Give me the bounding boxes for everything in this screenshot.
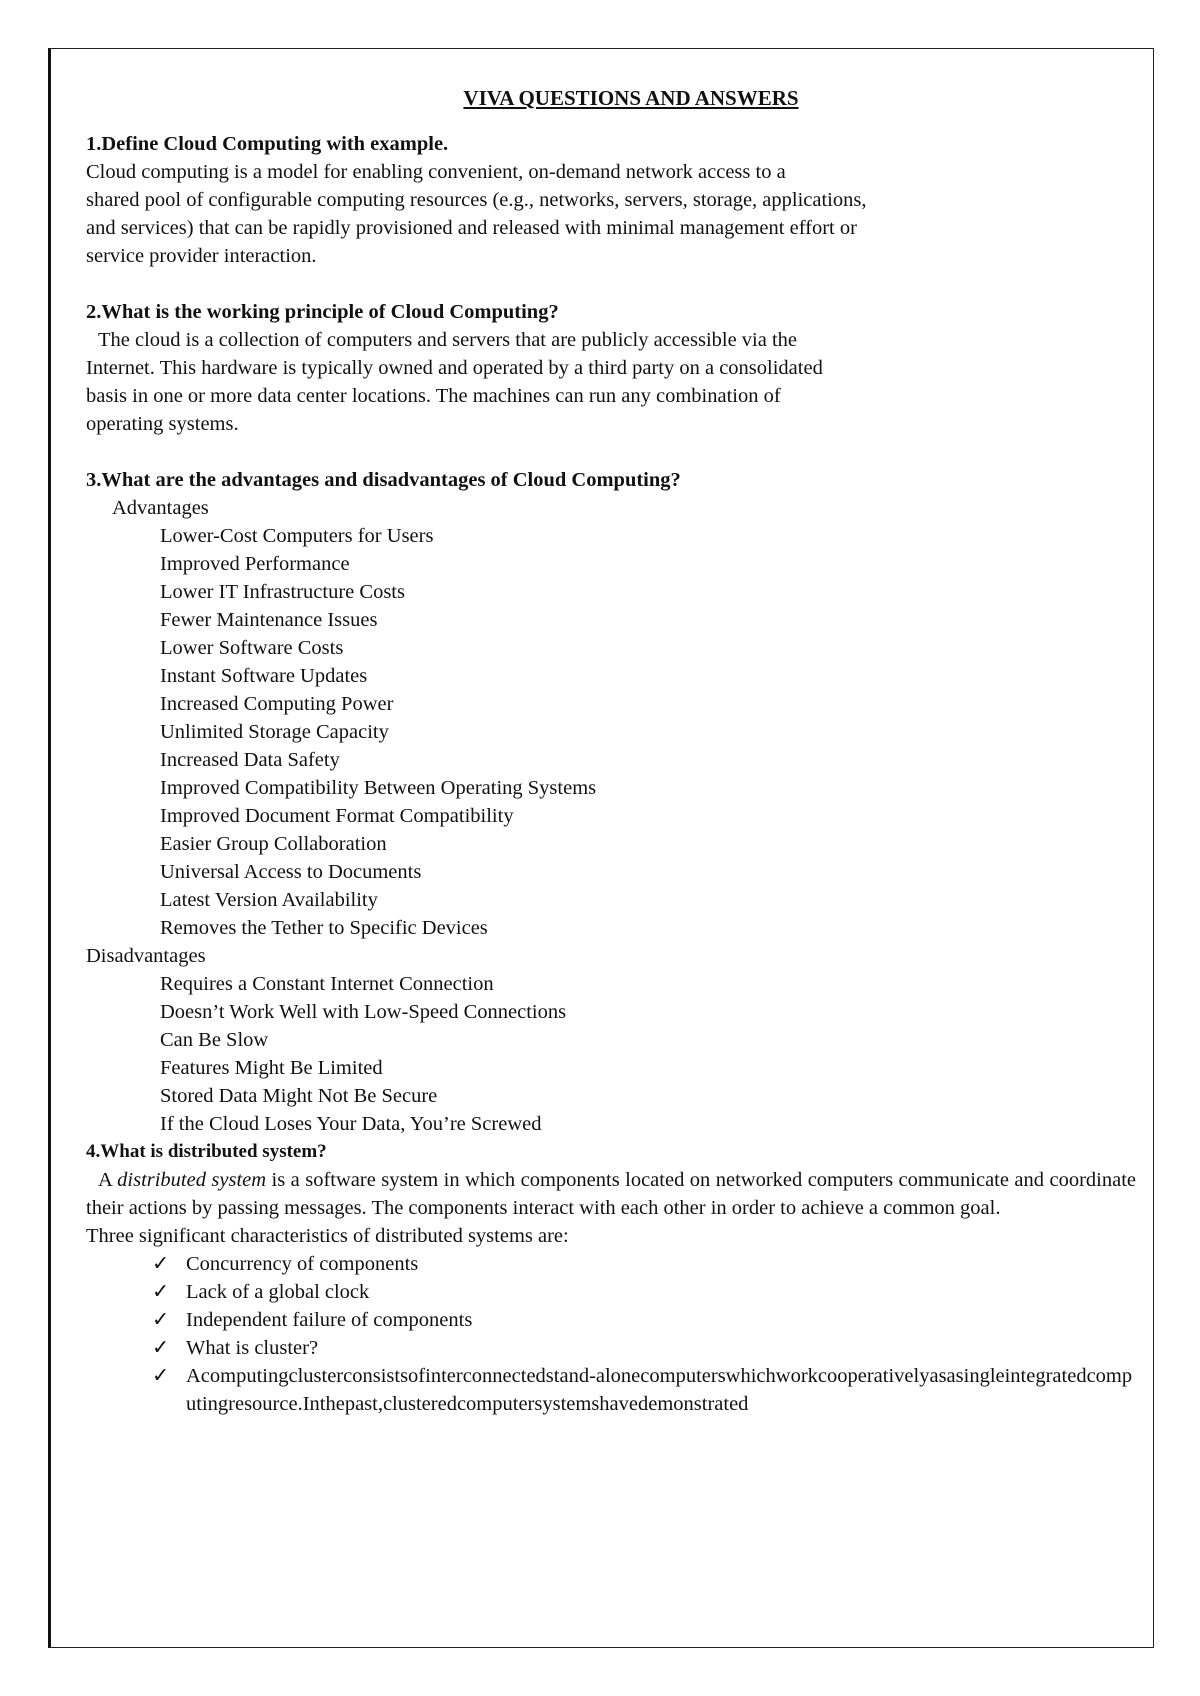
list-item bbox=[86, 1334, 1136, 1362]
list-item: Unlimited Storage Capacity bbox=[160, 721, 389, 743]
question-4: 4.What is distributed system? bbox=[86, 1141, 327, 1162]
list-item: Easier Group Collaboration bbox=[160, 833, 387, 855]
answer-2-line: basis in one or more data center locations. The machines can run any combination of bbox=[86, 385, 781, 407]
list-item: Instant Software Updates bbox=[160, 665, 368, 687]
question-3: 3.What are the advantages and disadvantages of Cloud Computing? bbox=[86, 469, 681, 491]
disadvantages-heading: Disadvantages bbox=[86, 945, 206, 967]
list-item: Features Might Be Limited bbox=[160, 1057, 383, 1079]
answer-2-line: The cloud is a collection of computers and servers that are publicly accessible via the bbox=[98, 329, 798, 351]
list-item: Improved Document Format Compatibility bbox=[160, 805, 514, 827]
document-body bbox=[86, 84, 1136, 1418]
list-item: Fewer Maintenance Issues bbox=[160, 609, 378, 631]
answer-2-line: Internet. This hardware is typically owned and operated by a third party on a consolidated bbox=[86, 357, 823, 379]
list-item-text: What is cluster? bbox=[186, 1337, 319, 1359]
list-item: Can Be Slow bbox=[160, 1029, 269, 1051]
answer-1-line: and services) that can be rapidly provisioned and released with minimal management effort or bbox=[86, 217, 857, 239]
list-item bbox=[86, 1362, 1136, 1418]
list-item: Requires a Constant Internet Connection bbox=[160, 973, 494, 995]
check-icon: ✓ bbox=[152, 1309, 170, 1331]
list-item: Increased Computing Power bbox=[160, 693, 394, 715]
check-icon: ✓ bbox=[152, 1337, 170, 1359]
check-icon: ✓ bbox=[152, 1253, 170, 1275]
list-item: Lower Software Costs bbox=[160, 637, 344, 659]
list-item: Improved Performance bbox=[160, 553, 350, 575]
list-item bbox=[86, 1306, 1136, 1334]
advantages-list bbox=[86, 522, 1136, 942]
list-item: Doesn’t Work Well with Low-Speed Connections bbox=[160, 1001, 567, 1023]
characteristics-list bbox=[86, 1250, 1136, 1418]
question-1: 1.Define Cloud Computing with example. bbox=[86, 133, 449, 155]
list-item: Improved Compatibility Between Operating Systems bbox=[160, 777, 597, 799]
answer-1-line: Cloud computing is a model for enabling convenient, on-demand network access to a bbox=[86, 161, 786, 183]
answer-4-term: distributed system bbox=[117, 1169, 267, 1191]
list-item-text: Independent failure of components bbox=[186, 1309, 473, 1331]
page-title: VIVA QUESTIONS AND ANSWERS bbox=[463, 86, 799, 110]
list-item-text: Lack of a global clock bbox=[186, 1281, 370, 1303]
list-item: Latest Version Availability bbox=[160, 889, 378, 911]
cluster-text: Acomputingclusterconsistsofinterconnectedstand-alonecomputerswhichworkcooperativelyasasingleintegratedcomputingresource.Inthepast,clusteredcomputersystemshavedemonstrated bbox=[186, 1365, 1133, 1415]
answer-4-paragraph bbox=[86, 1166, 1136, 1222]
check-icon: ✓ bbox=[152, 1281, 170, 1303]
list-item bbox=[86, 1278, 1136, 1306]
answer-4-prefix: A bbox=[98, 1169, 118, 1191]
list-item: Lower-Cost Computers for Users bbox=[160, 525, 434, 547]
question-2: 2.What is the working principle of Cloud Computing? bbox=[86, 301, 559, 323]
characteristics-intro: Three significant characteristics of distributed systems are: bbox=[86, 1225, 569, 1247]
list-item: Lower IT Infrastructure Costs bbox=[160, 581, 405, 603]
list-item-text: Concurrency of components bbox=[186, 1253, 419, 1275]
advantages-heading: Advantages bbox=[112, 497, 209, 519]
list-item: Stored Data Might Not Be Secure bbox=[160, 1085, 438, 1107]
list-item: Removes the Tether to Specific Devices bbox=[160, 917, 488, 939]
answer-2-line: operating systems. bbox=[86, 413, 239, 435]
list-item bbox=[86, 1250, 1136, 1278]
disadvantages-list bbox=[86, 970, 1136, 1138]
list-item: If the Cloud Loses Your Data, You’re Screwed bbox=[160, 1113, 542, 1135]
list-item: Increased Data Safety bbox=[160, 749, 340, 771]
answer-1-line: service provider interaction. bbox=[86, 245, 317, 267]
answer-4-rest: is a software system in which components located on networked computers communicate and coordinate their actions by passing messages. The components interact with each other in order to achieve a common goal. bbox=[86, 1169, 1136, 1219]
check-icon: ✓ bbox=[152, 1365, 170, 1387]
list-item: Universal Access to Documents bbox=[160, 861, 422, 883]
answer-1-line: shared pool of configurable computing resources (e.g., networks, servers, storage, applications, bbox=[86, 189, 867, 211]
